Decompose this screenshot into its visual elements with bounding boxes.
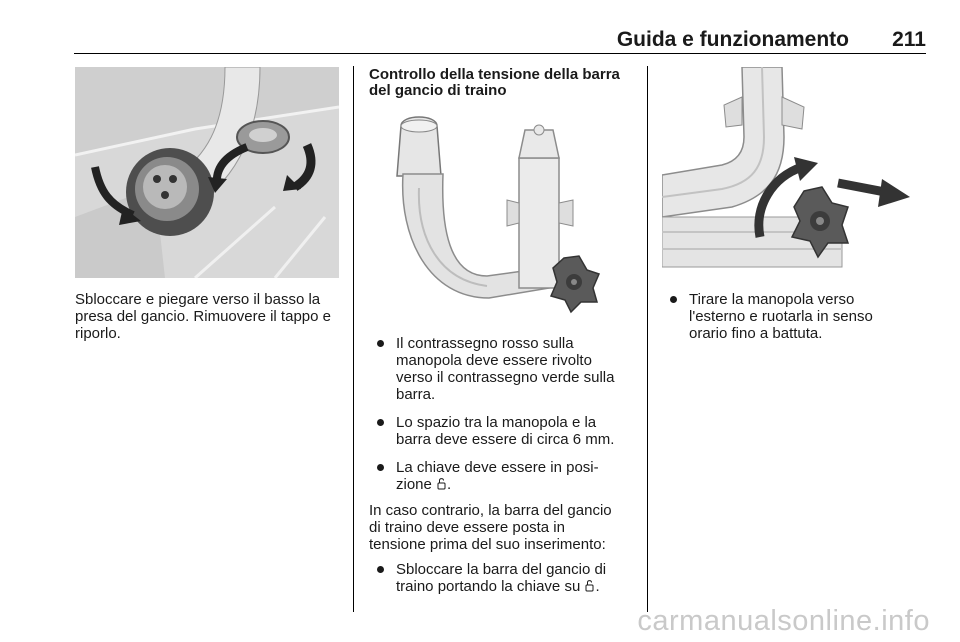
watermark: carmanualsonline.info <box>637 605 930 637</box>
knob-pull-illustration <box>662 67 925 278</box>
bullet-item: Sbloccare la barra del gancio di traino portando la chiave su . <box>369 561 647 595</box>
column-divider-left <box>353 66 354 612</box>
section-title: Guida e funzionamento <box>616 28 849 51</box>
section-heading: Controllo della tensione della barra del gancio di traino <box>369 66 620 99</box>
bullet-item: Lo spazio tra la manopola e la barra deve essere di circa 6 mm. <box>369 414 647 448</box>
page-number: 211 <box>892 28 926 51</box>
middle-sub-bullet-list <box>369 561 647 606</box>
right-bullet-list <box>662 291 932 353</box>
column-divider-right <box>647 66 648 612</box>
socket-illustration <box>75 67 339 278</box>
bullet-item: Il contrassegno rosso sulla manopola deve essere rivolto verso il contrassegno verde sulla barra. <box>369 335 647 403</box>
bullet-item: La chiave deve essere in posi- zione . <box>369 459 647 493</box>
middle-paragraph: In caso contrario, la barra del gancio di traino deve essere posta in tensione prima del suo inserimento: <box>369 502 612 553</box>
left-paragraph: Sbloccare e piegare verso il basso la presa del gancio. Rimuovere il tappo e riporlo. <box>75 291 331 342</box>
tow-bar-tension-illustration <box>369 108 632 320</box>
header-rule <box>74 53 926 54</box>
middle-bullet-list <box>369 335 647 504</box>
socket-icon <box>126 148 214 236</box>
bullet-item: Tirare la manopola verso l'esterno e ruotarla in senso orario fino a battuta. <box>662 291 932 342</box>
key-unlocked-icon <box>585 579 594 592</box>
key-unlocked-icon <box>437 477 446 490</box>
